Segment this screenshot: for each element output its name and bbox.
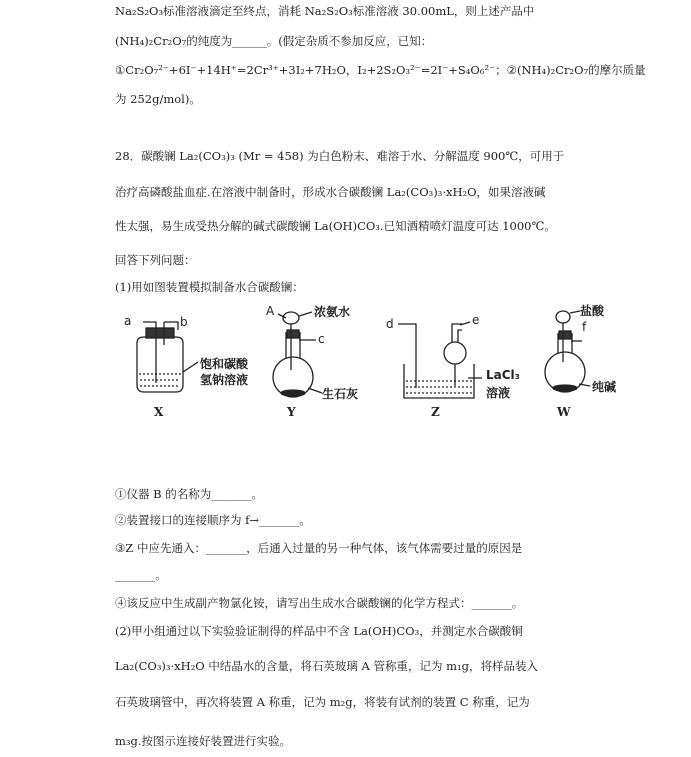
caption-y: Y xyxy=(287,405,296,419)
label-z-sol2: 溶液 xyxy=(486,386,511,400)
part-2-stem: (2)甲小组通过以下实验验证制得的样品中不含 La(OH)CO₃，并测定水合碳酸铜 xyxy=(115,624,523,638)
label-A: A xyxy=(266,304,275,318)
label-c: c xyxy=(318,332,325,346)
label-x-liquid: 饱和碳酸 xyxy=(200,357,249,371)
x-stopper xyxy=(146,328,174,338)
z-bulb xyxy=(444,342,466,364)
text-line: _______。 xyxy=(115,568,167,582)
text-line: (1)用如图装置模拟制备水合碳酸镧： xyxy=(115,280,304,294)
x-leader xyxy=(183,362,198,372)
sub-question-1: ①仪器 B 的名称为_______。 xyxy=(115,487,264,501)
w-funnel xyxy=(556,311,570,323)
x-bottle xyxy=(137,337,183,392)
text-line: ①Cr₂O₇²⁻+6I⁻+14H⁺=2Cr³⁺+3I₂+7H₂O，I₂+2S₂O₃²⁻=2I⁻+S₄O₆²⁻；②(NH₄)₂Cr₂O₇的摩尔质量 xyxy=(115,63,646,77)
z-tube-d xyxy=(398,324,416,388)
caption-w: W xyxy=(557,405,571,419)
text-line: 治疗高磷酸盐血症.在溶液中制备时，形成水合碳酸镧 La₂(CO₃)₃·xH₂O，如果溶液碱 xyxy=(115,185,546,199)
sub-question-2: ②装置接口的连接顺序为 f→_______。 xyxy=(115,513,311,527)
text-line: (NH₄)₂Cr₂O₇的纯度为______。(假定杂质不参加反应，已知： xyxy=(115,34,433,48)
label-y-reagent: 浓氨水 xyxy=(314,305,351,319)
label-w-solid: 纯碱 xyxy=(592,380,617,394)
text-line: La₂(CO₃)₃·xH₂O 中结晶水的含量，将石英玻璃 A 管称重，记为 m₁g，将样品装入 xyxy=(115,659,539,673)
text-line: 为 252g/mol)。 xyxy=(115,92,201,106)
question-28-stem: 28．碳酸镧 La₂(CO₃)₃ (Mr = 458) 为白色粉末、难溶于水、分解温度 900℃，可用于 xyxy=(115,149,565,163)
label-z-sol1: LaCl₃ xyxy=(486,368,520,382)
label-d: d xyxy=(386,317,394,331)
sub-question-3: ③Z 中应先通入：_______，后通入过量的另一种气体，该气体需要过量的原因是 xyxy=(115,541,523,555)
label-y-solid: 生石灰 xyxy=(322,387,359,401)
label-a: a xyxy=(124,314,132,328)
text-line: 石英玻璃管中，再次将装置 A 称重，记为 m₂g，将装有试剂的装置 C 称重，记为 xyxy=(115,695,530,709)
caption-x: X xyxy=(154,405,164,419)
label-e: e xyxy=(472,313,480,327)
text-line: 回答下列问题： xyxy=(115,253,196,267)
label-w-acid: 盐酸 xyxy=(580,304,605,318)
sub-question-4: ④该反应中生成副产物氯化铵，请写出生成水合碳酸镧的化学方程式：_______。 xyxy=(115,596,524,610)
label-b: b xyxy=(180,315,188,329)
label-f: f xyxy=(582,320,587,334)
label-x-liquid2: 氢钠溶液 xyxy=(200,373,249,387)
text-line: 性太强，易生成受热分解的碱式碳酸镧 La(OH)CO₃.已知酒精喷灯温度可达 1000℃。 xyxy=(115,219,556,233)
text-line: m₃g.按图示连接好装置进行实验。 xyxy=(115,734,292,748)
caption-z: Z xyxy=(431,405,440,419)
text-line: Na₂S₂O₃标准溶液滴定至终点，消耗 Na₂S₂O₃标准溶液 30.00mL，则上述产品中 xyxy=(115,4,535,18)
